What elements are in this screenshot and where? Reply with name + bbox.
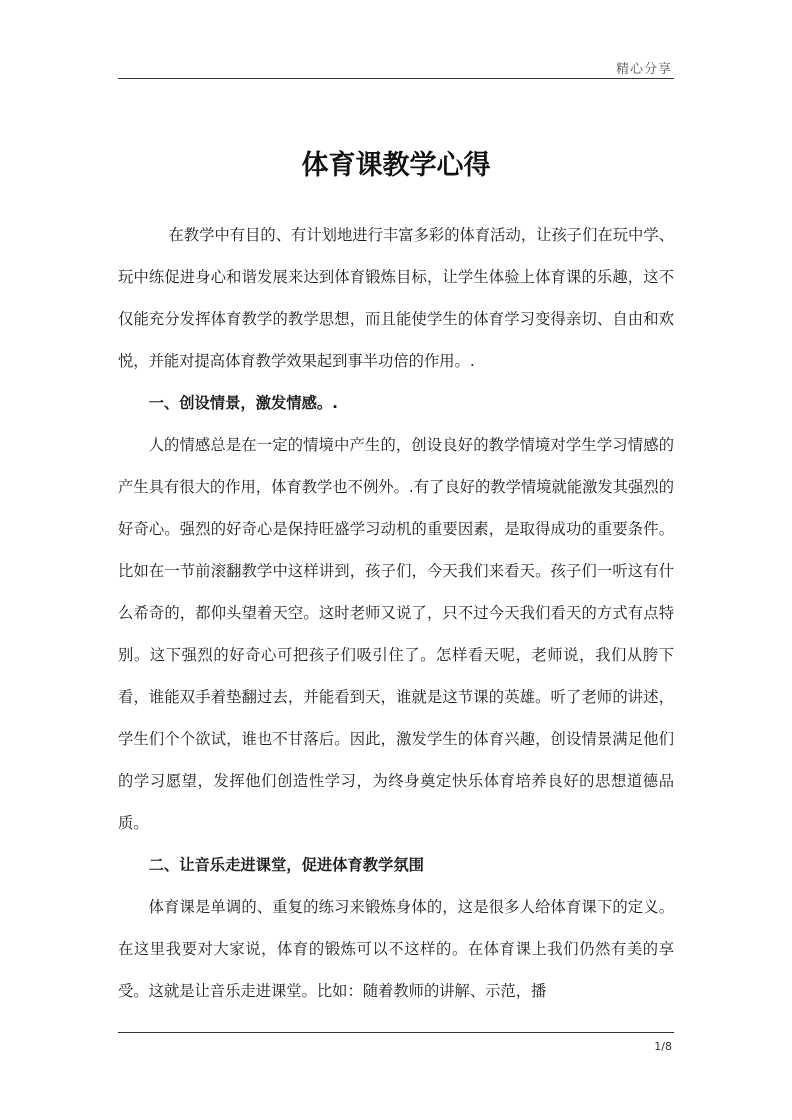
section-1-heading: 一、创设情景，激发情感。. [148, 394, 338, 412]
page-number: 1/8 [654, 1040, 672, 1053]
document-title: 体育课教学心得 [301, 150, 491, 181]
document-body [118, 214, 674, 1012]
section-2-paragraph: 体育课是单调的、重复的练习来锻炼身体的，这是很多人给体育课下的定义。在这里我要对大家说，体育的锻炼可以不这样的。在体育课上我们仍然有美的享受。这就是让音乐走进课堂。比如：随着教师的讲解、示范，播 [118, 898, 674, 1000]
section-1-paragraph: 人的情感总是在一定的情境中产生的，创设良好的教学情境对学生学习情感的产生具有很大的作用，体育教学也不例外。.有了良好的教学情境就能激发其强烈的好奇心。强烈的好奇心是保持旺盛学习动机的重要因素，是取得成功的重要条件。比如在一节前滚翻教学中这样讲到，孩子们，今天我们来看天。孩子们一听这有什么希奇的，都仰头望着天空。这时老师又说了，只不过今天我们看天的方式有点特别。这下强烈的好奇心可把孩子们吸引住了。怎样看天呢，老师说，我们从胯下看，谁能双手着垫翻过去，并能看到天，谁就是这节课的英雄。听了老师的讲述，学生们个个欲试，谁也不甘落后。因此，激发学生的体育兴趣，创设情景满足他们的学习愿望，发挥他们创造性学习，为终身奠定快乐体育培养良好的思想道德品质。 [118, 436, 674, 832]
intro-paragraph: 在教学中有目的、有计划地进行丰富多彩的体育活动，让孩子们在玩中学、玩中练促进身心和谐发展来达到体育锻炼目标，让学生体验上体育课的乐趣，这不仅能充分发挥体育教学的教学思想，而且能使学生的体育学习变得亲切、自由和欢悦，并能对提高体育教学效果起到事半功倍的作用。. [118, 226, 674, 370]
footer-divider [118, 1032, 674, 1033]
section-2-heading: 二、让音乐走进课堂，促进体育教学氛围 [148, 856, 424, 874]
header-divider [118, 78, 674, 79]
header-text: 精心分享 [615, 62, 672, 77]
